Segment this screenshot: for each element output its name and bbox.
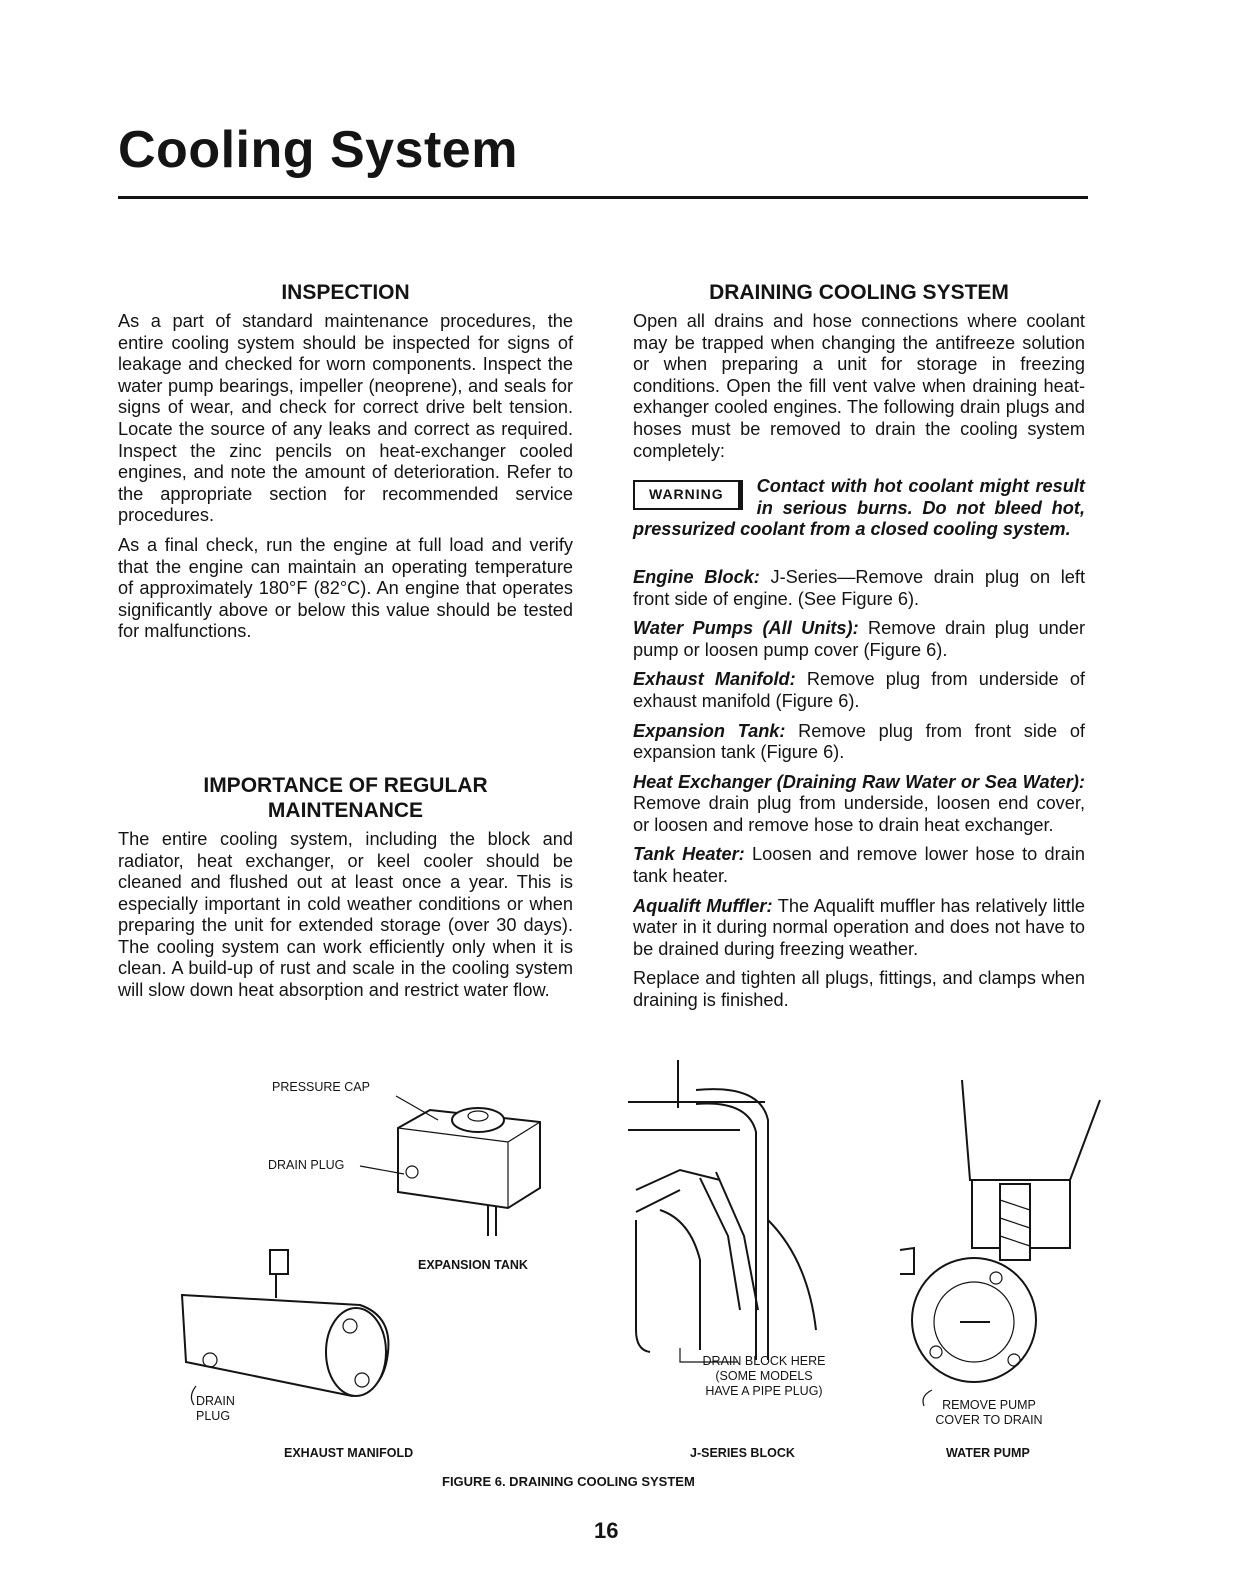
drain-item-aqualift-muffler xyxy=(633,896,1085,961)
expansion-tank-illustration xyxy=(398,1108,540,1236)
inspection-heading: INSPECTION xyxy=(281,281,410,304)
drain-item-label: Water Pumps (All Units): xyxy=(633,618,859,639)
water-pump-label: WATER PUMP xyxy=(946,1446,1030,1460)
drain-item-text: Remove drain plug under pump or loosen pump cover (Figure 6). xyxy=(633,618,1085,660)
exhaust-manifold-label: EXHAUST MANIFOLD xyxy=(284,1446,414,1460)
drain-plug-manifold-label: DRAIN PLUG xyxy=(196,1394,235,1423)
draining-closing: Replace and tighten all plugs, fittings, and clamps when draining is finished. xyxy=(633,968,1085,1011)
drain-item-label: Aqualift Muffler: xyxy=(633,895,773,916)
drain-item-label: Heat Exchanger (Draining Raw Water or Sea Water): xyxy=(633,771,1085,792)
figure-caption: FIGURE 6. DRAINING COOLING SYSTEM xyxy=(442,1474,695,1489)
drain-item-exhaust-manifold xyxy=(633,669,1085,712)
drain-item-text: Remove drain plug from underside, loosen end cover, or loosen and remove hose to drain heat exchanger. xyxy=(633,793,1085,835)
page-number: 16 xyxy=(594,1518,619,1543)
drain-item-label: Tank Heater: xyxy=(633,844,745,865)
draining-intro: Open all drains and hose connections where coolant may be trapped when changing the antifreeze solution or when preparing a unit for storage in freezing conditions. Open the fill vent valve when draining heat-exhanger cooled engines. The following drain plugs and hoses must be removed to drain the cooling system completely: xyxy=(633,311,1085,461)
inspection-paragraph-2: As a final check, run the engine at full load and verify that the engine can maintain an operating temperature of approximately 180°F (82°C). An engine that operates significantly above or below this value should be tested for malfunctions. xyxy=(118,534,573,642)
warning-text: Contact with hot coolant might result in serious burns. Do not bleed hot, pressurized coolant from a closed cooling system. xyxy=(633,476,1085,540)
drain-block-label: DRAIN BLOCK HERE (SOME MODELS HAVE A PIPE PLUG) xyxy=(702,1354,826,1398)
inspection-paragraph-1: As a part of standard maintenance procedures, the entire cooling system should be inspected for signs of leakage and checked for worn components. Inspect the water pump bearings, impeller (neoprene), and seals for signs of wear, and check for correct drive belt tension. Locate the source of any leaks and correct as required. Inspect the zinc pencils on heat-exchanger cooled engines, and note the amount of deterioration. Refer to the appropriate section for recommended service procedures. xyxy=(118,311,573,526)
page-title: Cooling System xyxy=(118,121,518,179)
left-column xyxy=(118,280,573,1010)
drain-item-label: Engine Block: xyxy=(633,566,760,587)
drain-item-expansion-tank xyxy=(633,721,1085,764)
maintenance-paragraph: The entire cooling system, including the block and radiator, heat exchanger, or keel cooler should be cleaned and flushed out at least once a year. This is especially important in cold weather conditions or when preparing the unit for extended storage (over 30 days). The cooling system can work efficiently only when it is clean. A build-up of rust and scale in the cooling system will slow down heat absorption and restrict water flow. xyxy=(118,828,573,1001)
drain-item-heat-exchanger xyxy=(633,772,1085,837)
drain-item-label: Expansion Tank: xyxy=(633,720,786,741)
pressure-cap-label: PRESSURE CAP xyxy=(272,1080,370,1094)
drain-plug-tank-label: DRAIN PLUG xyxy=(268,1158,345,1172)
draining-heading: DRAINING COOLING SYSTEM xyxy=(709,281,1009,304)
exhaust-manifold-illustration xyxy=(182,1250,388,1405)
j-series-block-illustration xyxy=(628,1060,816,1362)
figure-6 xyxy=(0,1060,1236,1500)
j-series-block-label: J-SERIES BLOCK xyxy=(690,1446,795,1460)
title-rule xyxy=(118,196,1088,199)
warning-block xyxy=(633,476,1085,541)
drain-item-tank-heater xyxy=(633,844,1085,887)
warning-badge: WARNING xyxy=(633,480,743,510)
drain-item-text: Loosen and remove lower hose to drain tank heater. xyxy=(633,844,1086,887)
right-column xyxy=(633,280,1085,1020)
remove-pump-cover-label: REMOVE PUMP COVER TO DRAIN xyxy=(935,1398,1043,1427)
drain-item-text: J-Series—Remove drain plug on left front side of engine. (See Figure 6). xyxy=(633,566,1086,609)
figure-illustrations xyxy=(0,1060,1236,1500)
drain-item-water-pumps xyxy=(633,618,1085,661)
drain-item-label: Exhaust Manifold: xyxy=(633,669,796,690)
water-pump-illustration xyxy=(900,1080,1100,1406)
drain-item-text: Remove plug from underside of exhaust manifold (Figure 6). xyxy=(633,669,1085,711)
expansion-tank-label: EXPANSION TANK xyxy=(418,1258,528,1272)
maintenance-heading: IMPORTANCE OF REGULAR MAINTENANCE xyxy=(203,773,488,822)
drain-item-text: Remove plug from front side of expansion tank (Figure 6). xyxy=(633,720,1085,763)
drain-item-text: The Aqualift muffler has relatively little water in it during normal operation and does not have to be drained during freezing weather. xyxy=(633,895,1085,959)
drain-item-engine-block xyxy=(633,567,1085,610)
